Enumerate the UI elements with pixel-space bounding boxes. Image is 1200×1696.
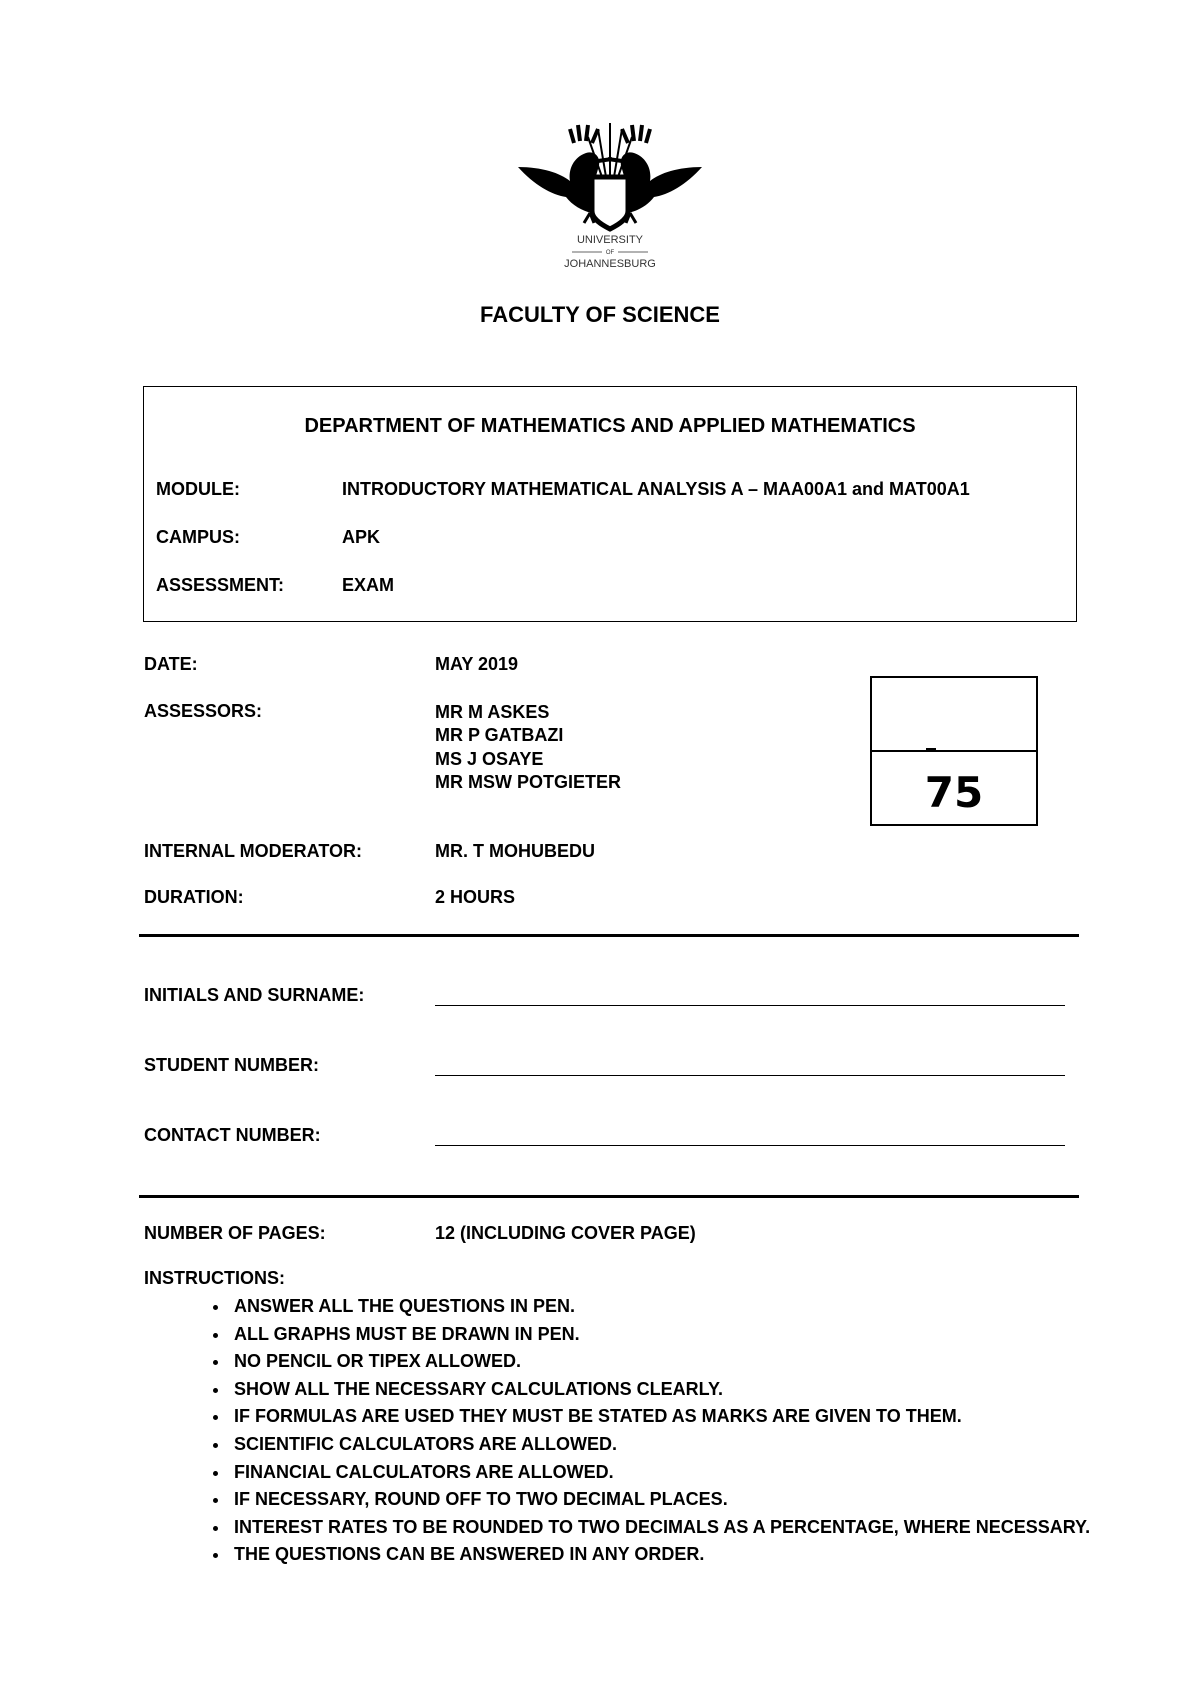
- faculty-title: FACULTY OF SCIENCE: [480, 302, 720, 327]
- instruction-item: • INTEREST RATES TO BE ROUNDED TO TWO DECIMALS AS A PERCENTAGE, WHERE NECESSARY.: [230, 1514, 1110, 1542]
- name-field[interactable]: [435, 1005, 1065, 1006]
- university-logo: [512, 115, 708, 275]
- assessor-name: MR MSW POTGIETER: [435, 771, 621, 792]
- module-label: MODULE:: [156, 479, 240, 499]
- moderator-label: INTERNAL MODERATOR:: [144, 841, 362, 861]
- assessors-list: [435, 701, 621, 794]
- instruction-item: • NO PENCIL OR TIPEX ALLOWED.: [230, 1348, 1110, 1376]
- marks-divider: [872, 750, 1036, 752]
- assessor-name: MS J OSAYE: [435, 748, 544, 769]
- logo-line1: UNIVERSITY: [576, 234, 644, 246]
- instruction-item: • SCIENTIFIC CALCULATORS ARE ALLOWED.: [230, 1431, 1110, 1459]
- total-marks: 75: [924, 768, 984, 817]
- instruction-item: • IF NECESSARY, ROUND OFF TO TWO DECIMAL PLACES.: [230, 1486, 1110, 1514]
- pages-value: 12 (INCLUDING COVER PAGE): [435, 1223, 696, 1243]
- campus-value: APK: [342, 527, 381, 547]
- instruction-item: • ALL GRAPHS MUST BE DRAWN IN PEN.: [230, 1321, 1110, 1349]
- instructions-list: [178, 1293, 1110, 1569]
- name-label: INITIALS AND SURNAME:: [144, 985, 365, 1005]
- module-value: INTRODUCTORY MATHEMATICAL ANALYSIS A – MAA00A1 and MAT00A1: [342, 479, 970, 499]
- instruction-item: • ANSWER ALL THE QUESTIONS IN PEN.: [230, 1293, 1110, 1321]
- assessor-name: MR M ASKES: [435, 702, 550, 722]
- date-value: MAY 2019: [435, 654, 519, 674]
- duration-value: 2 HOURS: [435, 887, 516, 907]
- assessor-name: MR P GATBAZI: [435, 725, 564, 746]
- instruction-item: • IF FORMULAS ARE USED THEY MUST BE STATED AS MARKS ARE GIVEN TO THEM.: [230, 1403, 1110, 1431]
- logo-line2: OF: [605, 250, 615, 256]
- contact-number-field[interactable]: [435, 1145, 1065, 1146]
- moderator-value: MR. T MOHUBEDU: [435, 841, 595, 861]
- instruction-item: • THE QUESTIONS CAN BE ANSWERED IN ANY ORDER.: [230, 1541, 1110, 1569]
- university-crest-icon: [512, 115, 708, 275]
- assessors-label: ASSESSORS:: [144, 701, 263, 721]
- date-label: DATE:: [144, 654, 198, 674]
- section-divider: [139, 934, 1079, 937]
- logo-line3: JOHANNESBURG: [564, 258, 656, 270]
- marks-box: [870, 676, 1038, 826]
- instruction-item: • SHOW ALL THE NECESSARY CALCULATIONS CLEARLY.: [230, 1376, 1110, 1404]
- assessment-label: ASSESSMENT:: [156, 575, 285, 595]
- campus-label: CAMPUS:: [156, 527, 240, 547]
- student-number-label: STUDENT NUMBER:: [144, 1055, 319, 1075]
- duration-label: DURATION:: [144, 887, 244, 907]
- assessment-value: EXAM: [342, 575, 395, 595]
- contact-number-label: CONTACT NUMBER:: [144, 1125, 321, 1145]
- instructions-label: INSTRUCTIONS:: [144, 1268, 285, 1288]
- department-box: [143, 386, 1077, 622]
- student-number-field[interactable]: [435, 1075, 1065, 1076]
- marks-dash: [926, 748, 936, 750]
- pages-label: NUMBER OF PAGES:: [144, 1223, 326, 1243]
- section-divider: [139, 1195, 1079, 1198]
- department-title: DEPARTMENT OF MATHEMATICS AND APPLIED MATHEMATICS: [304, 415, 916, 437]
- instruction-item: • FINANCIAL CALCULATORS ARE ALLOWED.: [230, 1459, 1110, 1487]
